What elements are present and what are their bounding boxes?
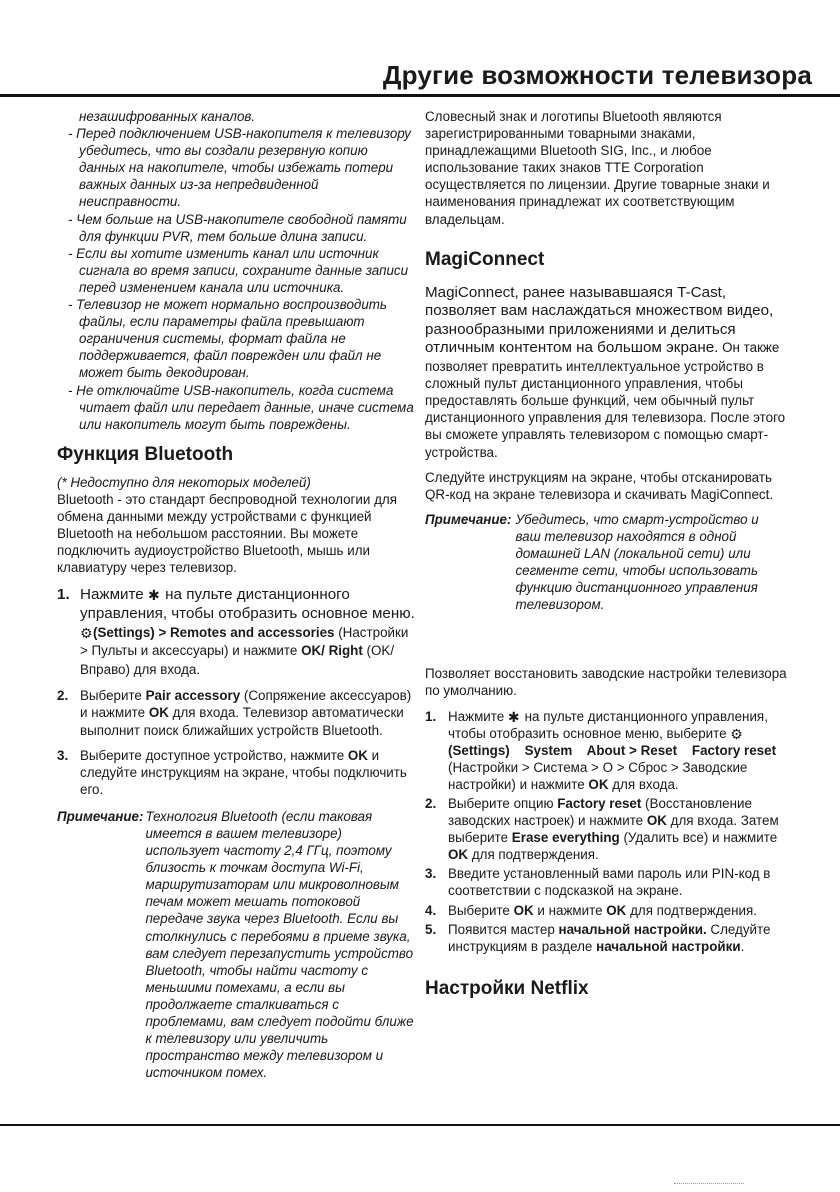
trademark-text: Словесный знак и логотипы Bluetooth являются зарегистрированными товарными знаками, принадлежащими Bluetooth SIG, Inc., и любое использование таких знаков TTE Corporation осуществляется по лицензии. Другие товарные знаки и наименования принадлежат их соответствующим владельцам. (425, 109, 770, 227)
step-text: Выберите (80, 688, 146, 704)
footer-rule (0, 1124, 840, 1126)
menu-item-label: Erase everything (511, 830, 620, 846)
step-number: 5. (425, 921, 437, 937)
note-text: Убедитесь, что смарт-устройство и ваш телевизор находятся в одной домашней LAN (локальной сети) или сегменте сети, чтобы использовать функцию дистанционного управления телевизором. (515, 511, 759, 613)
intro-text: Он также позволяет превратить интеллектуальное устройство в сложный пульт дистанционного управления, чтобы предоставлять больше функций, чем обычный пульт дистанционного управления для телевизора. После этого вы сможете управлять телевизором с помощью смарт-устройства. (425, 340, 786, 460)
magiconnect-intro (425, 284, 787, 461)
step-number: 1. (57, 586, 70, 604)
bluetooth-step-1 (57, 586, 417, 679)
menu-item-label: Pair accessory (145, 688, 241, 704)
step-text: для входа. Телевизор автоматически выполнит поиск ближайших устройств Bluetooth. (80, 705, 404, 738)
left-column (57, 108, 417, 1081)
key-label: OK (513, 902, 534, 918)
usb-note-2: - Чем больше на USB-накопителе свободной памяти для функции PVR, тем больше длина записи. (68, 211, 407, 244)
note-label: Примечание: (57, 808, 144, 824)
usb-note-1: - Перед подключением USB-накопителя к телевизору убедитесь, что вы создали резервную копию данных на накопителе, чтобы избежать потери важных данных из-за непредвиденной неисправности. (68, 126, 411, 210)
step-text: . (740, 938, 745, 954)
bluetooth-step-3 (57, 747, 417, 798)
step-number: 2. (57, 688, 69, 704)
reset-steps (425, 708, 787, 955)
note-text: Технология Bluetooth (если таковая имеется в вашем телевизоре) использует частоту 2,4 ГГц, поэтому близость к точкам доступа Wi-Fi, маршрутизаторам или микроволновым печам может мешать потоковой передаче звука через Bluetooth. Если вы столкнулись с перебоями в приеме звука, вам следует перезапустить устройство Bluetooth, чтобы найти частоту с меньшими помехами, а если вы продолжаете сталкиваться с проблемами, вам следует подойти ближе к телевизору или увеличить пространство между телевизором и источником помех. (145, 808, 414, 1081)
key-label: OK (646, 813, 667, 829)
key-label: OK (448, 847, 469, 863)
key-label: OK (588, 776, 609, 792)
key-label: OK (606, 902, 627, 918)
step-number: 4. (425, 902, 437, 918)
reset-step-2 (425, 795, 787, 863)
magiconnect-qr-text: Следуйте инструкциям на экране, чтобы отсканировать QR-код на экране телевизора и скачивать MagiConnect. (425, 469, 774, 502)
bluetooth-step-2 (57, 687, 417, 738)
step-text: Нажмите (448, 708, 508, 724)
step-text: Выберите (448, 902, 514, 918)
section-ref: начальной настройки (596, 938, 741, 954)
step-text: (OK/Вправо) для входа. (80, 643, 395, 677)
usb-note-0: незашифрованных каналов. (79, 109, 256, 124)
step-text: для подтверждения. (626, 902, 757, 918)
settings-icon: ⚙ (80, 624, 93, 641)
bluetooth-models-note: (* Недоступно для некоторых моделей) (57, 474, 311, 490)
step-text: и следуйте инструкциям на экране, чтобы подключить его. (80, 747, 407, 797)
magiconnect-heading: MagiConnect (425, 248, 545, 270)
step-text: Выберите опцию (448, 796, 558, 811)
menu-path: (Settings) System About > Reset Factory reset (448, 742, 777, 758)
step-text: Нажмите (80, 586, 148, 604)
key-label: OK (347, 747, 368, 763)
key-label: OK/ Right (301, 643, 363, 659)
step-text: на пульте дистанционного управления, чтобы отобразить основное меню, выберите (448, 708, 768, 741)
step-text: на пульте дистанционного управления, чтобы отобразить основное меню. (80, 586, 415, 622)
menu-path: (Settings) > Remotes and accessories (93, 624, 335, 640)
step-text: для входа. Затем выберите (448, 813, 779, 846)
step-text: Следуйте инструкциям в разделе (448, 921, 771, 954)
bluetooth-intro: Bluetooth - это стандарт беспроводной технологии для обмена данными между устройствами с функцией Bluetooth на небольшом расстоянии. Вы можете подключить аудиоустройство Bluetooth, мышь или клавиатуру через телевизор. (57, 491, 397, 576)
step-number: 2. (425, 796, 437, 811)
reset-step-3 (425, 865, 787, 899)
note-label: Примечание: (425, 511, 512, 527)
right-column (425, 108, 787, 1001)
step-text: Введите установленный вами пароль или PIN-код в соответствии с подсказкой на экране. (448, 866, 771, 899)
step-text: Появится мастер (448, 921, 559, 937)
bluetooth-heading: Функция Bluetooth (57, 443, 234, 465)
reset-step-1 (425, 708, 787, 793)
usb-note-4: - Телевизор не может нормально воспроизводить файлы, если параметры файла превышают ограничения системы, формат файла не поддерживается, файл поврежден или файл не может быть декодирован. (68, 297, 387, 381)
gear-icon: ✱ (147, 587, 160, 604)
menu-item-label: Factory reset (557, 796, 642, 811)
footer-mark (674, 1183, 744, 1188)
usb-note-3: - Если вы хотите изменить канал или источник сигнала во время записи, сохраните данные записи перед изменением канала или источника. (68, 245, 409, 295)
bluetooth-note (57, 808, 417, 1082)
step-number: 3. (57, 747, 69, 763)
reset-step-4 (425, 902, 787, 919)
page-header-title: Другие возможности телевизора (382, 60, 812, 90)
intro-large-text: MagiConnect, ранее называвшаяся T-Cast, позволяет вам наслаждаться множеством видео, разнообразными приложениями и делиться отличным контентом на большом экране. (425, 283, 774, 357)
step-number: 1. (425, 708, 437, 724)
step-text: (Настройки > Пульты и аксессуары) и нажмите (80, 624, 409, 659)
step-text: (Удалить все) и нажмите (619, 830, 778, 846)
reset-step-5 (425, 921, 787, 955)
settings-icon: ⚙ (730, 725, 743, 742)
step-text: (Сопряжение аксессуаров) и нажмите (80, 688, 412, 721)
step-number: 3. (425, 866, 437, 882)
magiconnect-note (425, 511, 787, 614)
bluetooth-steps (57, 586, 417, 798)
step-text: для подтверждения. (468, 847, 599, 863)
gear-icon: ✱ (507, 708, 520, 725)
step-text: (Настройки > Система > О > Сброс > Заводские настройки) и нажмите (448, 759, 748, 792)
usb-note-5: - Не отключайте USB-накопитель, когда система читает файл или передает данные, иначе система или накопитель могут быть повреждены. (68, 382, 414, 432)
step-text: Выберите доступное устройство, нажмите (80, 747, 348, 763)
step-text: и нажмите (533, 902, 607, 918)
reset-intro: Позволяет восстановить заводские настройки телевизора по умолчанию. (425, 666, 787, 699)
step-text: (Восстановление заводских настроек) и нажмите (448, 796, 752, 829)
section-ref: начальной настройки. (558, 921, 707, 937)
header-rule (0, 94, 840, 97)
step-text: для входа. (608, 776, 679, 792)
key-label: OK (148, 705, 169, 721)
netflix-heading: Настройки Netflix (425, 977, 589, 999)
